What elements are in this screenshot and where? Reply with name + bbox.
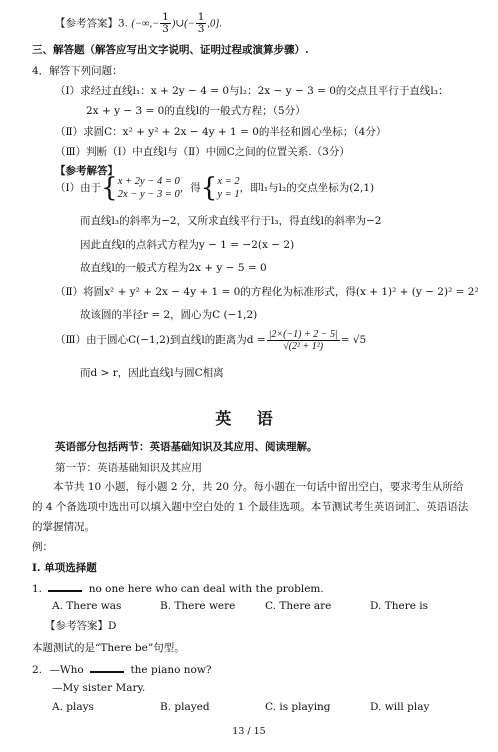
part-1-title: 第一节：英语基础知识及其应用 — [55, 462, 202, 474]
equation: y = 1 — [217, 189, 240, 200]
answer-3-expr-a: (−∞,− — [131, 18, 160, 30]
question-4-stem: 4．解答下列问题： — [32, 65, 123, 77]
equation: x = 2 — [217, 176, 240, 187]
question-1-stem: no one here who can deal with the problem. — [88, 583, 324, 595]
solution-2-line-2: 故该圆的半径r = 2，圆心为C (−1,2) — [80, 309, 258, 321]
english-intro: 英语部分包括两节：英语基础知识及其应用、阅读理解。 — [55, 441, 318, 453]
question-1-option-c: C. There are — [265, 600, 332, 612]
question-1 — [32, 580, 324, 596]
distance-fraction — [267, 329, 340, 352]
english-title: 英 语 — [215, 409, 283, 428]
solution-1-mid: ，得 — [179, 182, 201, 194]
equation: 2x − y − 3 = 0 — [117, 189, 180, 200]
multiple-choice-heading: I. 单项选择题 — [32, 562, 97, 574]
question-4-part-1a: （Ⅰ）求经过直线l₁：x + 2y − 4 = 0与l₂：2x − y − 3 = 0的交点且平行于直线l₃： — [55, 85, 449, 97]
fraction-numerator: 1 — [162, 11, 169, 23]
question-2-reply: —My sister Mary. — [52, 682, 146, 694]
solution-3-suffix: = √5 — [340, 334, 367, 346]
solution-1-line-4: 故直线l的一般式方程为2x + y − 5 = 0 — [80, 262, 267, 274]
fraction-denominator: 3 — [197, 23, 205, 35]
question-1-option-b: B. There were — [160, 600, 236, 612]
fraction-denominator: 3 — [162, 23, 169, 35]
question-2-stem-b: the piano now? — [130, 664, 212, 676]
question-1-option-a: A. There was — [52, 600, 122, 612]
section-3-title: 三、解答题（解答应写出文字说明、证明过程或演算步骤）. — [32, 44, 309, 56]
question-2-option-a: A. plays — [52, 701, 94, 713]
left-brace-icon: { — [200, 173, 218, 203]
answer-3 — [55, 12, 222, 35]
question-1-answer: 【参考答案】D — [45, 620, 117, 632]
equation: x + 2y − 4 = 0 — [117, 176, 180, 187]
solution-2-line-1: （Ⅱ）将圆x² + y² + 2x − 4y + 1 = 0的方程化为标准形式，得(x + 1)² + (y − 2)² = 2² — [55, 286, 479, 298]
question-2-number: 2. — [32, 664, 43, 676]
solution-label: 【参考解答】 — [55, 165, 118, 177]
answer-3-fraction-1 — [160, 12, 171, 35]
question-1-number: 1. — [32, 583, 43, 595]
question-2-option-c: C. is playing — [265, 701, 331, 713]
solution-3-prefix: （Ⅲ）由于圆心C(−1,2)到直线l的距离为d = — [55, 334, 266, 346]
solution-1-line-3: 因此直线l的点斜式方程为y − 1 = −2(x − 2) — [80, 239, 295, 251]
page-number: 13 / 15 — [232, 726, 266, 737]
solution-1-system — [55, 175, 374, 201]
question-4-part-1b: 2x + y − 3 = 0的直线l的一般式方程；（5分） — [86, 105, 306, 117]
question-2 — [32, 661, 211, 677]
system-of-equations-1 — [118, 175, 180, 201]
fraction-denominator: √(2² + 1²) — [283, 340, 324, 352]
solution-1-line-2: 而直线l₃的斜率为−2，又所求直线平行于l₃，得直线l的斜率为−2 — [80, 215, 382, 227]
fraction-numerator: |2×(−1) + 2 − 5| — [268, 328, 338, 340]
left-brace-icon: { — [101, 173, 118, 203]
answer-blank — [90, 661, 124, 673]
question-4-part-2: （Ⅱ）求圆C：x² + y² + 2x − 4y + 1 = 0的半径和圆心坐标；（4分） — [55, 126, 387, 138]
example-label: 例： — [32, 541, 53, 553]
solution-1-prefix: （Ⅰ）由于 — [55, 182, 102, 194]
question-1-note: 本题测试的是“There be”句型。 — [32, 642, 185, 654]
question-2-option-b: B. played — [160, 701, 210, 713]
solution-3-line-2: 而d > r，因此直线l与圆C相离 — [80, 367, 224, 379]
question-4-part-3: （Ⅲ）判断（Ⅰ）中直线l与（Ⅱ）中圆C之间的位置关系.（3分） — [55, 146, 350, 158]
answer-blank — [48, 580, 82, 592]
answer-3-label: 【参考答案】3. — [55, 17, 129, 30]
question-2-stem-a: —Who — [49, 664, 84, 676]
answer-3-union: )∪(− — [171, 18, 195, 30]
answer-3-expr-b: ,0]. — [207, 18, 223, 30]
system-of-equations-2 — [217, 175, 239, 201]
solution-3-distance — [55, 327, 366, 353]
fraction-numerator: 1 — [197, 11, 205, 23]
answer-3-fraction-2 — [196, 12, 207, 35]
question-2-option-d: D. will play — [370, 701, 430, 713]
solution-1-suffix: ，即l₁与l₂的交点坐标为(2,1) — [239, 182, 375, 194]
part-1-description: 本节共 10 小题，每小题 2 分，共 20 分。每小题在一句话中留出空白，要求考生从所给的 4 个备选项中选出可以填入题中空白处的 1 个最佳选项。本节测试考生英语词汇、英语语法的掌握情况。 — [32, 481, 469, 533]
question-1-option-d: D. There is — [370, 600, 429, 612]
